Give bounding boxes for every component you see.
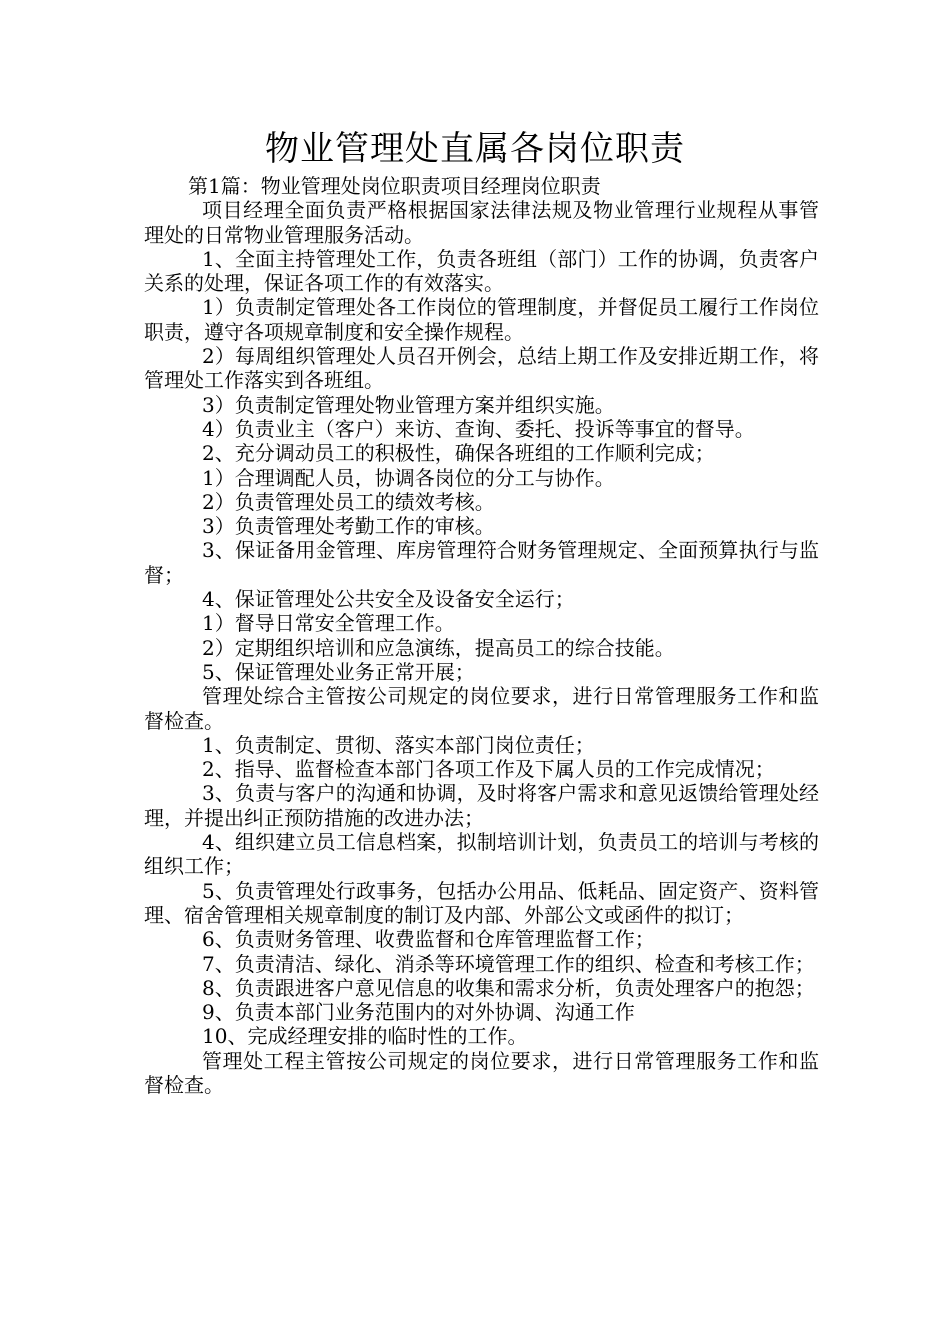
paragraph: 项目经理全面负责严格根据国家法律法规及物业管理行业规程从事管理处的日常物业管理服务活动。	[144, 198, 819, 247]
paragraph: 8、负责跟进客户意见信息的收集和需求分析，负责处理客户的抱怨；	[202, 975, 815, 1000]
paragraph: 5、保证管理处业务正常开展；	[202, 659, 475, 684]
paragraph: 1、负责制定、贯彻、落实本部门岗位责任；	[202, 732, 595, 757]
paragraph: 2）负责管理处员工的绩效考核。	[202, 489, 495, 514]
paragraph: 4、保证管理处公共安全及设备安全运行；	[202, 587, 575, 612]
paragraph: 2）定期组织培训和应急演练，提高员工的综合技能。	[202, 635, 675, 660]
paragraph: 6、负责财务管理、收费监督和仓库管理监督工作；	[202, 927, 655, 952]
paragraph: 3、负责与客户的沟通和协调，及时将客户需求和意见返馈给管理处经理，并提出纠正预防措施的改进办法；	[144, 781, 819, 830]
paragraph: 10、完成经理安排的临时性的工作。	[202, 1024, 528, 1049]
paragraph: 1）合理调配人员，协调各岗位的分工与协作。	[202, 465, 615, 490]
paragraph: 9、负责本部门业务范围内的对外协调、沟通工作	[202, 1000, 635, 1025]
paragraph: 3）负责制定管理处物业管理方案并组织实施。	[202, 392, 615, 417]
paragraph: 4、组织建立员工信息档案，拟制培训计划，负责员工的培训与考核的组织工作；	[144, 830, 819, 879]
section-heading: 第1篇：物业管理处岗位职责项目经理岗位职责	[188, 174, 601, 198]
paragraph: 7、负责清洁、绿化、消杀等环境管理工作的组织、检查和考核工作；	[202, 951, 815, 976]
paragraph: 3、保证备用金管理、库房管理符合财务管理规定、全面预算执行与监督；	[144, 538, 819, 587]
paragraph: 1）负责制定管理处各工作岗位的管理制度，并督促员工履行工作岗位职责，遵守各项规章制度和安全操作规程。	[144, 295, 819, 344]
paragraph: 5、负责管理处行政事务，包括办公用品、低耗品、固定资产、资料管理、宿舍管理相关规章制度的制订及内部、外部公文或函件的拟订；	[144, 878, 819, 927]
document-body	[144, 174, 819, 1097]
paragraph: 管理处工程主管按公司规定的岗位要求，进行日常管理服务工作和监督检查。	[144, 1048, 819, 1097]
paragraph: 1、全面主持管理处工作，负责各班组（部门）工作的协调，负责客户关系的处理，保证各项工作的有效落实。	[144, 246, 819, 296]
paragraph: 1）督导日常安全管理工作。	[202, 611, 455, 636]
paragraph: 管理处综合主管按公司规定的岗位要求，进行日常管理服务工作和监督检查。	[144, 684, 819, 733]
paragraph: 4）负责业主（客户）来访、查询、委托、投诉等事宜的督导。	[202, 416, 755, 441]
paragraph: 2）每周组织管理处人员召开例会，总结上期工作及安排近期工作，将管理处工作落实到各班组。	[144, 344, 819, 393]
paragraph: 2、指导、监督检查本部门各项工作及下属人员的工作完成情况；	[202, 757, 775, 782]
document-title: 物业管理处直属各岗位职责	[265, 129, 685, 169]
paragraph: 2、充分调动员工的积极性，确保各班组的工作顺利完成；	[202, 441, 715, 466]
paragraph: 3）负责管理处考勤工作的审核。	[202, 514, 495, 539]
